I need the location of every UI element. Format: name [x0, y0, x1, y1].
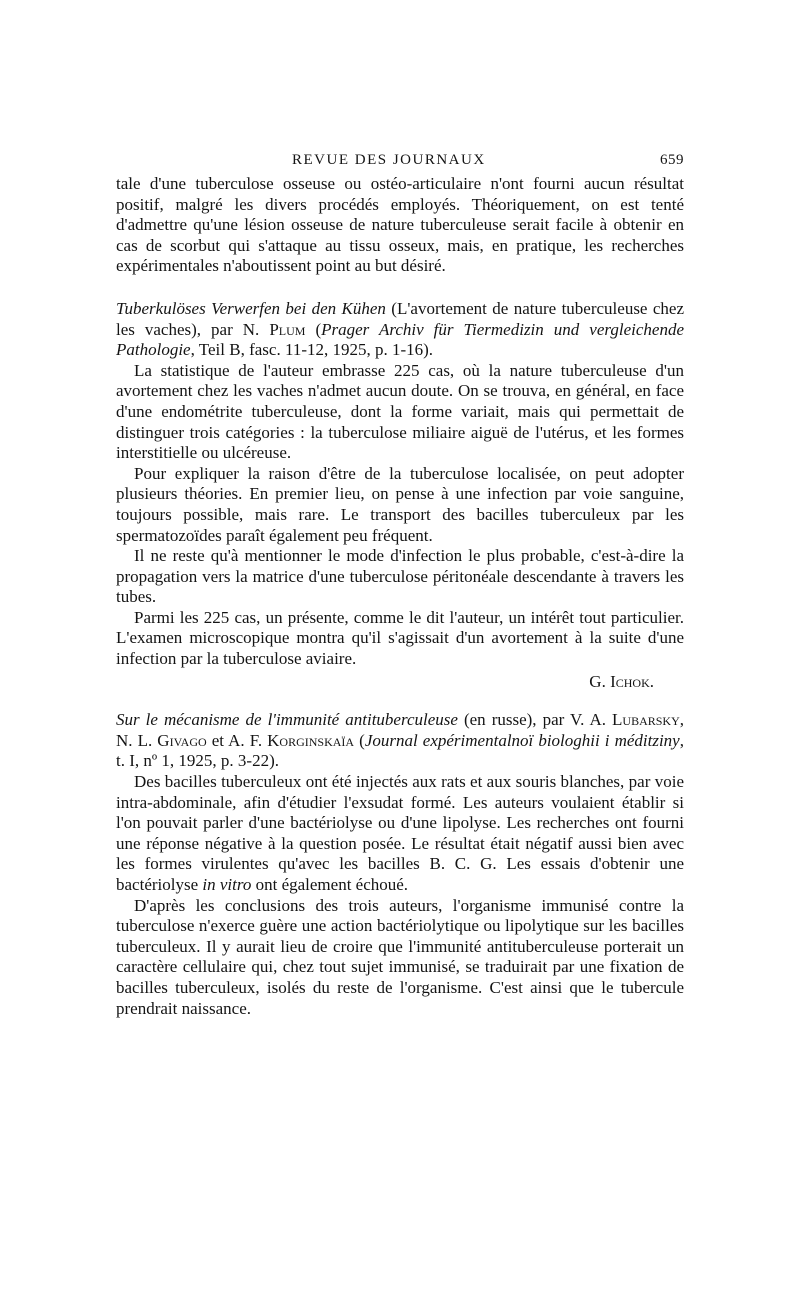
article-2-and: et A. F.: [206, 730, 268, 750]
article-2-paragraph: [116, 772, 684, 896]
article-1-paragraph: Parmi les 225 cas, un présente, comme le dit l'auteur, un intérêt tout particulier. L'examen microscopique montra qu'il s'agissait d'un avortement à la suite d'une infection par la tuberculose aviaire.: [116, 607, 684, 669]
page-number: 659: [660, 152, 684, 168]
article-1-author: Plum: [269, 319, 306, 339]
signature-text: G. Ichok.: [589, 671, 654, 691]
page-header: [116, 150, 684, 174]
article-1-title: Tuberkulöses Verwerfen bei den Kühen: [116, 298, 386, 318]
article-2-reference: [116, 710, 684, 772]
article-1-details: , Teil B, fasc. 11-12, 1925, p. 1-16).: [190, 340, 434, 360]
article-1-paren: (: [305, 319, 322, 339]
journal-page: [116, 150, 684, 1019]
article-2-paragraph: D'après les conclusions des trois auteurs, l'organisme immunisé contre la tuberculose n'exerce guère une action bactériolytique ou lipolytique sur les bacilles tuberculeux. Il y aurait lieu de croire que l'immunité antituberculeuse porterait un caractère cellulaire qui, chez tout sujet immunisé, se traduirait par une fixation de bacilles tuberculeux, isolés du reste de l'organisme. C'est ainsi que le tubercule prendrait naissance.: [116, 895, 684, 1018]
article-2-paren: (: [354, 730, 365, 750]
article-2-text-end: ont également échoué.: [251, 875, 409, 894]
article-1-signature: [116, 672, 684, 693]
article-1-paragraph: La statistique de l'auteur embrasse 225 cas, où la nature tuberculeuse d'un avortement chez les vaches n'admet aucun doute. On se trouva, en général, en face d'une endométrite tuberculeuse, dont la forme variait, mais qui permettait de distinguer trois catégories : la tuberculose miliaire aiguë de l'utérus, et les formes interstitielle ou ulcéreuse.: [116, 360, 684, 463]
running-title: REVUE DES JOURNAUX: [292, 152, 486, 168]
article-1-translation: (L'avortement de nature tuberculeuse chez les vaches), par N.: [116, 298, 685, 339]
intro-paragraph: tale d'une tuberculose osseuse ou ostéo-articulaire n'ont fourni aucun résultat positif, malgré les divers procédés employés. Théoriquement, on est tenté d'admettre qu'une lésion osseuse de nature tuberculeuse serait facile à obtenir en cas de scorbut qui s'attaque au tissu osseux, mais, en pratique, les recherches expérimentales n'aboutissent point au but désiré.: [116, 174, 684, 276]
article-1-paragraph: Pour expliquer la raison d'être de la tuberculose localisée, on peut adopter plusieurs théories. En premier lieu, on pense à une infection par voie sanguine, toujours possible, mais rare. Le transport des bacilles tuberculeux par les spermatozoïdes paraît également peu fréquent.: [116, 463, 684, 545]
article-2-details: , t. I, nº 1, 1925, p. 3-22).: [116, 730, 684, 771]
article-2-author-3: Korginskaïa: [267, 730, 355, 750]
article-2-text: Des bacilles tuberculeux ont été injectés aux rats et aux souris blanches, par voie intra-abdominale, afin d'étudier l'exsudat formé. Les auteurs voulaient établir si l'on pouvait parler d'une bactériolyse ou d'une lipolyse. Les recherches ont fourni une réponse négative à la question posée. Le résultat était négatif aussi bien avec les formes virulentes qu'avec les bacilles B. C. G. Les essais d'obtenir une bactériolyse: [116, 772, 684, 894]
article-1-journal: Prager Archiv für Tiermedizin und vergleichende Pathologie: [116, 319, 684, 360]
article-1-reference: [116, 299, 684, 361]
article-1-paragraph: Il ne reste qu'à mentionner le mode d'infection le plus probable, c'est-à-dire la propagation vers la matrice d'une tuberculose péritonéale descendante à travers les tubes.: [116, 546, 684, 607]
article-2-title: Sur le mécanisme de l'immunité antituberculeuse: [116, 710, 458, 730]
article-2-journal: Journal expérimentalnoï biologhii i méditziny: [364, 730, 680, 750]
article-2-language: (en russe), par V. A.: [457, 710, 613, 730]
article-2-authors: Lubarsky, N. L. Givago: [116, 710, 684, 750]
article-2-italic: in vitro: [202, 875, 252, 894]
